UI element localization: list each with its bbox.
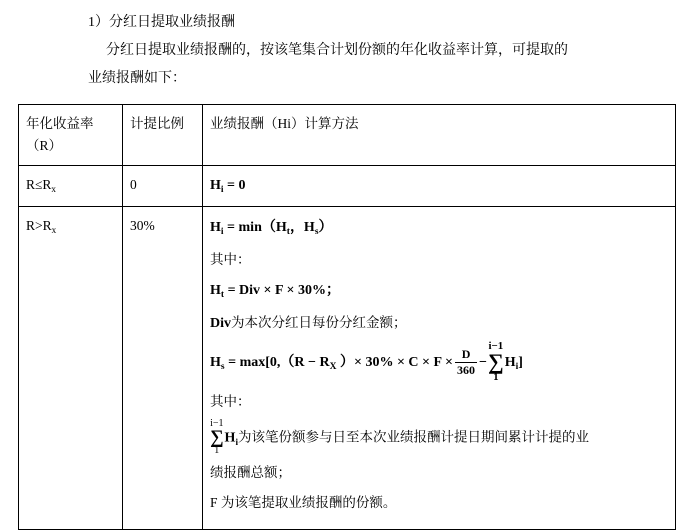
hs-rest: = max[0,（R − R (228, 355, 330, 371)
formula-ht (210, 278, 668, 305)
f-definition: F 为该笔提取业绩报酬的份额。 (210, 495, 397, 510)
section-heading: 1）分红日提取业绩报酬 (88, 15, 235, 30)
row1-ratio-cell: 0 (123, 166, 203, 207)
ht-sub2: t (220, 290, 225, 300)
row2-rate-subscript: x (51, 225, 57, 235)
hs-h: H (210, 355, 221, 371)
ht-rest: = Div × F × 30%； (227, 283, 341, 298)
hs-sub: s (314, 227, 319, 237)
performance-fee-table (18, 104, 676, 530)
hi-mid: = min（H (227, 220, 287, 235)
div-text: 为本次分红日每份分红金额； (231, 315, 407, 330)
fraction-numerator: D (455, 348, 477, 363)
hi-sub: i (220, 227, 224, 237)
sigma-term: H (504, 355, 516, 371)
row1-formula-rest: = 0 (227, 178, 246, 193)
summation-symbol (488, 341, 504, 383)
note-label-2: 其中： (210, 394, 251, 409)
row2-ratio-cell: 30% (123, 207, 203, 530)
ht-sub: t (286, 227, 290, 237)
row1-rate-cell (19, 166, 123, 207)
div-symbol: Div (210, 316, 231, 331)
intro-paragraph-line-2: 业绩报酬如下： (88, 71, 186, 86)
hs-sub2: s (220, 362, 225, 373)
sigma2-glyph: ∑ (210, 427, 224, 448)
sigma2-term: H (224, 430, 236, 446)
sigma-definition-line-1 (210, 420, 668, 457)
table-header-row (19, 105, 676, 166)
sigma-lower-limit: 1 (493, 371, 499, 383)
hi-h: H (210, 220, 221, 235)
formula-hi-min (210, 215, 668, 242)
table-row (19, 166, 676, 207)
formula-hs (210, 342, 668, 384)
hi-end: ） (318, 220, 333, 235)
hs-rest2: ）× 30% × C × F × (339, 355, 454, 371)
sigma2-term-sub: i (235, 436, 238, 447)
row2-rate-cell (19, 207, 123, 530)
fraction-denominator: 360 (457, 362, 476, 377)
div-definition (210, 311, 668, 336)
bracket-close: ] (518, 355, 523, 371)
minus-sign: − (479, 355, 488, 371)
table-header-cell-rate (19, 105, 123, 166)
row1-rate-text: R≤R (26, 177, 52, 192)
sigma2-upper-limit: i−1 (210, 418, 224, 429)
row1-formula-h: H (210, 178, 221, 193)
header-rate-line1: 年化收益率 (26, 116, 94, 131)
summation-symbol-2 (210, 419, 224, 456)
hi-mid2: ，H (289, 220, 315, 235)
header-rate-line2: （R） (26, 138, 63, 153)
sigma-term-sub: i (515, 362, 519, 373)
fraction-d-360 (455, 348, 477, 377)
row1-method-cell (203, 166, 676, 207)
table-header-cell-ratio: 计提比例 (123, 105, 203, 166)
sigma-definition-line-2: 绩报酬总额； (210, 465, 291, 480)
note-label-1: 其中： (210, 252, 251, 267)
table-row (19, 207, 676, 530)
sigma-glyph: ∑ (488, 349, 504, 374)
ht-h: H (210, 283, 221, 298)
row2-method-cell (203, 207, 676, 530)
sigma-upper-limit: i−1 (488, 340, 504, 352)
rx-sub: X (329, 362, 337, 373)
table-header-cell-method: 业绩报酬（Hi）计算方法 (203, 105, 676, 166)
sigma2-text: 为该笔份额参与日至本次业绩报酬计提日期间累计计提的业 (238, 429, 589, 445)
sigma2-lower-limit: 1 (214, 445, 220, 456)
intro-paragraph-line-1: 分红日提取业绩报酬的，按该笔集合计划份额的年化收益率计算，可提取的 (106, 43, 568, 58)
row2-rate-text: R>R (26, 218, 52, 233)
row1-rate-subscript: x (51, 184, 57, 194)
row1-formula-sub: i (220, 185, 224, 195)
